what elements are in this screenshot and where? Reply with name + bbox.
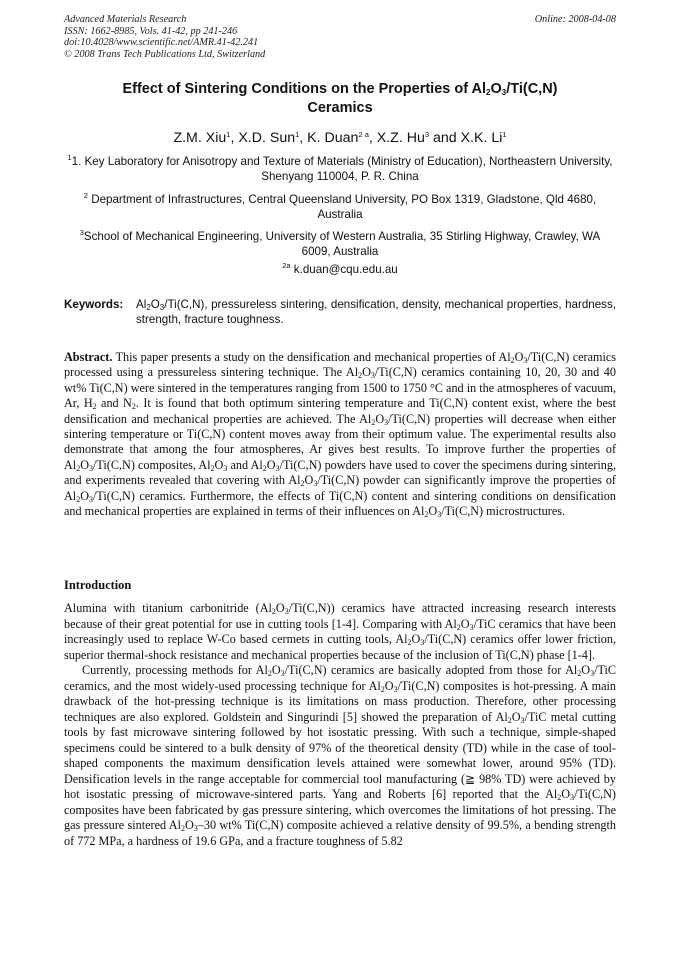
introduction-body (64, 601, 616, 849)
affiliation: $^3$School of Mechanical Engineering, University of Western Australia, 35 Stirling Highway, Crawley, WA 6009, Australia (79, 228, 601, 258)
contact-email: $^{2a}$ k.duan@cqu.edu.au (282, 261, 398, 276)
copyright: © 2008 Trans Tech Publications Ltd, Switzerland (64, 48, 266, 60)
keywords-text: $Al_2O_3/Ti(C,N)$, pressureless sintering, densification, density, mechanical properties, hardness, strength, fracture toughness. (136, 298, 616, 326)
paper-title: Effect of Sintering Conditions on the Properties of $Al_2O_3/Ti(C,N)$ Ceramics (122, 81, 558, 116)
abstract: Abstract. This paper presents a study on the densification and mechanical properties of $Al_2O_3/Ti(C,N)$ ceramics processed using a pressureless sintering technique. The $Al_2O_3/Ti(C,N)$ ceramics containing 10, 20, 30 and 40 wt% Ti(C,N) were sintered in the temperatures ranging from 1500 to 1750 °C and in the atmospheres of vacuum, Ar, $H_2$ and $N_2$. It is found that both optimum sintering temperature and Ti(C,N) content exist, where the best densification and mechanical properties are achieved. The $Al_2O_3/Ti(C,N)$ properties will decrease when either sintering temperature or Ti(C,N) content moves away from their optimum value. The experimental results also demonstrate that among the four atmospheres, Ar gives best results. To improve further the properties of $Al_2O_3/Ti(C,N)$ composites, $Al_2O_3$ and $Al_2O_3/Ti(C,N)$ powders have used to cover the specimens during sintering, and experiments revealed that covering with $Al_2O_3/Ti(C,N)$ powder can significantly improve the properties of $Al_2O_3/Ti(C,N)$ ceramics. Furthermore, the effects of Ti(C,N) content and sintering conditions on densification and mechanical properties are explained in terms of their influences on $Al_2O_3/Ti(C,N)$ microstructures. (64, 350, 617, 520)
paragraph: Currently, processing methods for $Al_2O_3/Ti(C,N)$ ceramics are basically adopted from those for $Al_2O_3$/TiC ceramics, and the most widely-used processing technique for $Al_2O_3/Ti(C,N)$ composites is hot-pressing. A main drawback of the hot-pressing technique is its limitations on mass production. Therefore, other processing techniques are also explored. Goldstein and Singurindi [5] showed the preparation of $Al_2O_3$/TiC metal cutting tools by fast microwave sintering followed by hot isostatic pressing. With such a technique, simple-shaped specimens could be sintered to a bulk density of 97% of the theoretical density (TD) while in the case of tool-shaped components the maximum densification levels attained were somewhat lower, around 95% (TD). Densification levels in the range acceptable for commercial tool manufacturing (≧ 98% TD) were achieved by hot isostatic pressing of microwave-sintered parts. Yang and Roberts [6] reported that the $Al_2O_3/Ti(C,N)$ composites have been fabricated by gas pressure sintering, which overcomes the limitations of hot pressing. The gas pressure sintered $Al_2O_3-30$ wt% Ti(C,N) composite achieved a relative density of 99.5%, a bending strength of 772 MPa, a hardness of 19.6 GPa, and a fracture toughness of 5.82 (64, 663, 616, 848)
author: X.Z. Hu (376, 130, 425, 146)
author: X.K. Li (460, 130, 503, 146)
author-list: Z.M. Xiu$^1$, X.D. Sun$^1$, K. Duan$^{2 a}$, X.Z. Hu$^3$ and X.K. Li$^1$ (173, 130, 507, 146)
paragraph: Alumina with titanium carbonitride $(Al_2O_3/Ti(C,N))$ ceramics have attracted increasing research interests because of their great potential for use in cutting tools [1-4]. Comparing with $Al_2O_3$/TiC ceramics that have been increasingly used to replace W-Co based cermets in cutting tools, $Al_2O_3/Ti(C,N)$ ceramics offer lower friction, superior thermal-shock resistance and mechanical properties because of the inclusion of Ti(C,N) phase [1-4]. (64, 601, 616, 662)
author: Z.M. Xiu (173, 130, 227, 146)
author: X.D. Sun (238, 130, 296, 146)
online-date: Online: 2008-04-08 (534, 14, 616, 25)
affiliation: $^1$1. Key Laboratory for Anisotropy and Texture of Materials (Ministry of Education), Northeastern University, Shenyang 110004, P. R. China (67, 153, 613, 183)
doi: doi:10.4028/www.scientific.net/AMR.41-42.241 (64, 37, 259, 48)
issn: ISSN: 1662-8985, Vols. 41-42, pp 241-246 (64, 25, 238, 37)
abstract-label: Abstract. (64, 350, 113, 364)
affiliation: $^2$ Department of Infrastructures, Central Queensland University, PO Box 1319, Gladstone, Qld 4680, Australia (83, 191, 597, 221)
journal-header (64, 14, 616, 60)
journal-name: Advanced Materials Research (64, 14, 187, 25)
keywords-label: Keywords: (64, 298, 124, 311)
keywords (64, 297, 616, 327)
author: K. Duan (307, 130, 359, 146)
section-heading: Introduction (64, 578, 132, 592)
